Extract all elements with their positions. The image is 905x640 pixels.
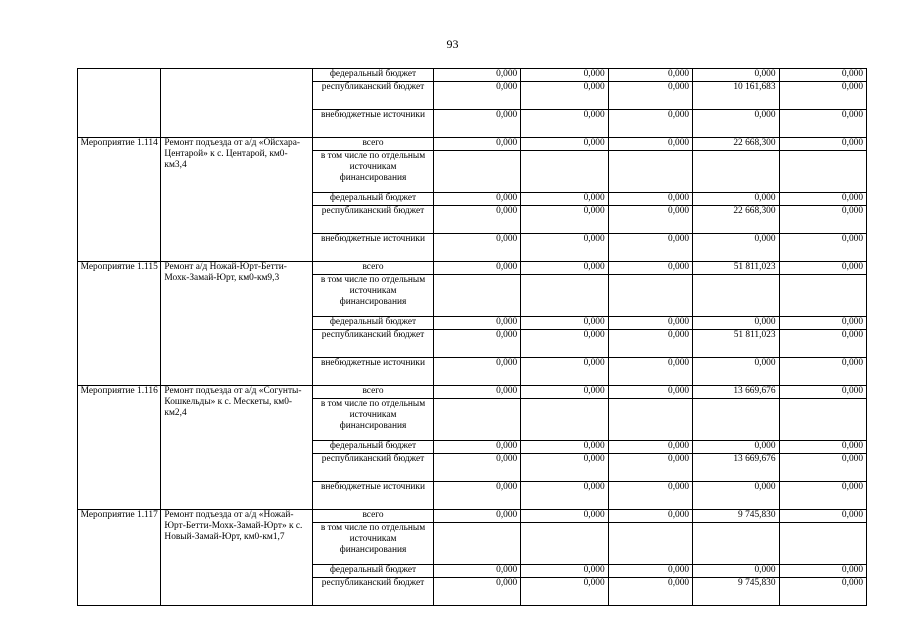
source-cell: в том числе по отдельным источникам финансирования <box>313 151 434 193</box>
source-cell: федеральный бюджет <box>313 193 434 206</box>
value-cell: 0,000 <box>779 510 866 523</box>
value-cell: 0,000 <box>608 565 692 578</box>
value-cell: 0,000 <box>608 441 692 454</box>
source-cell: всего <box>313 138 434 151</box>
value-cell: 0,000 <box>779 234 866 262</box>
table-row <box>78 262 867 275</box>
source-cell: внебюджетные источники <box>313 110 434 138</box>
value-cell: 0,000 <box>608 110 692 138</box>
value-cell: 0,000 <box>521 69 608 82</box>
value-cell: 22 668,300 <box>693 206 779 234</box>
value-cell: 0,000 <box>779 454 866 482</box>
value-cell: 0,000 <box>521 565 608 578</box>
value-cell: 0,000 <box>433 262 520 275</box>
value-cell: 0,000 <box>693 441 779 454</box>
value-cell <box>521 523 608 565</box>
value-cell: 0,000 <box>433 193 520 206</box>
value-cell: 0,000 <box>779 206 866 234</box>
value-cell <box>433 523 520 565</box>
value-cell: 0,000 <box>608 578 692 606</box>
value-cell: 0,000 <box>521 454 608 482</box>
table-row <box>78 386 867 399</box>
value-cell: 0,000 <box>433 441 520 454</box>
source-cell: в том числе по отдельным источникам финансирования <box>313 275 434 317</box>
description-cell: Ремонт подъезда от а/д «Ножай-Юрт-Бетти-Мохк-Замай-Юрт» к с. Новый-Замай-Юрт, км0-км1,7 <box>161 510 313 606</box>
value-cell: 0,000 <box>608 206 692 234</box>
value-cell: 0,000 <box>693 234 779 262</box>
source-cell: всего <box>313 510 434 523</box>
value-cell: 0,000 <box>433 358 520 386</box>
source-cell: республиканский бюджет <box>313 578 434 606</box>
value-cell: 22 668,300 <box>693 138 779 151</box>
value-cell: 0,000 <box>693 69 779 82</box>
value-cell <box>433 399 520 441</box>
value-cell: 51 811,023 <box>693 330 779 358</box>
value-cell <box>608 523 692 565</box>
source-cell: республиканский бюджет <box>313 206 434 234</box>
value-cell: 0,000 <box>521 386 608 399</box>
value-cell: 0,000 <box>608 234 692 262</box>
value-cell: 0,000 <box>521 110 608 138</box>
value-cell: 0,000 <box>521 82 608 110</box>
value-cell: 0,000 <box>521 138 608 151</box>
value-cell <box>779 523 866 565</box>
value-cell: 0,000 <box>521 262 608 275</box>
value-cell: 0,000 <box>433 386 520 399</box>
value-cell: 0,000 <box>521 441 608 454</box>
value-cell: 0,000 <box>521 330 608 358</box>
measure-cell: Мероприятие 1.117 <box>78 510 161 606</box>
source-cell: федеральный бюджет <box>313 565 434 578</box>
page-number: 93 <box>446 37 459 51</box>
table-row <box>78 138 867 151</box>
value-cell: 0,000 <box>693 193 779 206</box>
value-cell: 0,000 <box>521 234 608 262</box>
source-cell: федеральный бюджет <box>313 69 434 82</box>
value-cell: 0,000 <box>521 317 608 330</box>
value-cell: 0,000 <box>779 578 866 606</box>
source-cell: всего <box>313 386 434 399</box>
value-cell: 0,000 <box>608 262 692 275</box>
value-cell: 0,000 <box>779 358 866 386</box>
value-cell: 13 669,676 <box>693 454 779 482</box>
value-cell: 0,000 <box>521 358 608 386</box>
value-cell: 0,000 <box>433 234 520 262</box>
value-cell: 0,000 <box>779 193 866 206</box>
value-cell <box>779 399 866 441</box>
value-cell <box>608 151 692 193</box>
value-cell: 0,000 <box>608 510 692 523</box>
value-cell: 0,000 <box>433 482 520 510</box>
value-cell <box>779 151 866 193</box>
source-cell: в том числе по отдельным источникам финансирования <box>313 399 434 441</box>
value-cell <box>608 275 692 317</box>
value-cell: 0,000 <box>608 82 692 110</box>
value-cell: 0,000 <box>433 330 520 358</box>
source-cell: республиканский бюджет <box>313 454 434 482</box>
value-cell <box>693 151 779 193</box>
value-cell: 0,000 <box>779 386 866 399</box>
value-cell: 0,000 <box>433 565 520 578</box>
value-cell: 10 161,683 <box>693 82 779 110</box>
value-cell: 0,000 <box>779 441 866 454</box>
table-row <box>78 69 867 82</box>
value-cell: 0,000 <box>521 510 608 523</box>
value-cell: 0,000 <box>433 110 520 138</box>
value-cell: 0,000 <box>433 82 520 110</box>
value-cell: 0,000 <box>693 317 779 330</box>
value-cell: 0,000 <box>779 138 866 151</box>
description-cell: Ремонт подъезда от а/д «Согунты-Кошкельды» к с. Мескеты, км0-км2,4 <box>161 386 313 510</box>
value-cell <box>693 523 779 565</box>
value-cell: 0,000 <box>693 482 779 510</box>
description-cell <box>161 69 313 138</box>
source-cell: федеральный бюджет <box>313 441 434 454</box>
value-cell: 0,000 <box>433 454 520 482</box>
value-cell: 0,000 <box>433 578 520 606</box>
funding-table <box>77 68 867 606</box>
value-cell: 0,000 <box>608 386 692 399</box>
source-cell: внебюджетные источники <box>313 234 434 262</box>
value-cell <box>521 275 608 317</box>
source-cell: республиканский бюджет <box>313 330 434 358</box>
value-cell: 0,000 <box>433 138 520 151</box>
value-cell: 0,000 <box>693 358 779 386</box>
source-cell: в том числе по отдельным источникам финансирования <box>313 523 434 565</box>
value-cell: 13 669,676 <box>693 386 779 399</box>
source-cell: внебюджетные источники <box>313 358 434 386</box>
source-cell: республиканский бюджет <box>313 82 434 110</box>
value-cell: 0,000 <box>779 110 866 138</box>
value-cell: 0,000 <box>608 482 692 510</box>
value-cell: 0,000 <box>433 510 520 523</box>
source-cell: внебюджетные источники <box>313 482 434 510</box>
description-cell: Ремонт подъезда от а/д «Ойсхара-Центарой» к с. Центарой, км0-км3,4 <box>161 138 313 262</box>
value-cell: 0,000 <box>779 317 866 330</box>
value-cell <box>521 151 608 193</box>
value-cell: 0,000 <box>779 69 866 82</box>
value-cell: 0,000 <box>608 358 692 386</box>
value-cell: 0,000 <box>608 138 692 151</box>
value-cell: 0,000 <box>608 317 692 330</box>
value-cell <box>608 399 692 441</box>
value-cell: 0,000 <box>608 330 692 358</box>
measure-cell: Мероприятие 1.114 <box>78 138 161 262</box>
value-cell: 9 745,830 <box>693 510 779 523</box>
source-cell: всего <box>313 262 434 275</box>
measure-cell: Мероприятие 1.116 <box>78 386 161 510</box>
value-cell: 0,000 <box>608 193 692 206</box>
value-cell <box>433 275 520 317</box>
value-cell: 0,000 <box>433 206 520 234</box>
value-cell: 0,000 <box>608 454 692 482</box>
measure-cell: Мероприятие 1.115 <box>78 262 161 386</box>
value-cell <box>433 151 520 193</box>
value-cell: 0,000 <box>693 110 779 138</box>
value-cell <box>779 275 866 317</box>
value-cell: 0,000 <box>608 69 692 82</box>
value-cell: 0,000 <box>521 578 608 606</box>
description-cell: Ремонт а/д Ножай-Юрт-Бетти-Мохк-Замай-Юрт, км0-км9,3 <box>161 262 313 386</box>
value-cell: 0,000 <box>521 482 608 510</box>
value-cell <box>693 399 779 441</box>
value-cell: 0,000 <box>779 482 866 510</box>
value-cell: 0,000 <box>779 82 866 110</box>
measure-cell <box>78 69 161 138</box>
value-cell: 0,000 <box>521 206 608 234</box>
value-cell: 51 811,023 <box>693 262 779 275</box>
value-cell <box>521 399 608 441</box>
value-cell: 0,000 <box>433 69 520 82</box>
value-cell: 0,000 <box>779 565 866 578</box>
source-cell: федеральный бюджет <box>313 317 434 330</box>
value-cell <box>693 275 779 317</box>
value-cell: 0,000 <box>433 317 520 330</box>
value-cell: 0,000 <box>779 262 866 275</box>
value-cell: 0,000 <box>779 330 866 358</box>
value-cell: 9 745,830 <box>693 578 779 606</box>
table-row <box>78 510 867 523</box>
value-cell: 0,000 <box>521 193 608 206</box>
value-cell: 0,000 <box>693 565 779 578</box>
